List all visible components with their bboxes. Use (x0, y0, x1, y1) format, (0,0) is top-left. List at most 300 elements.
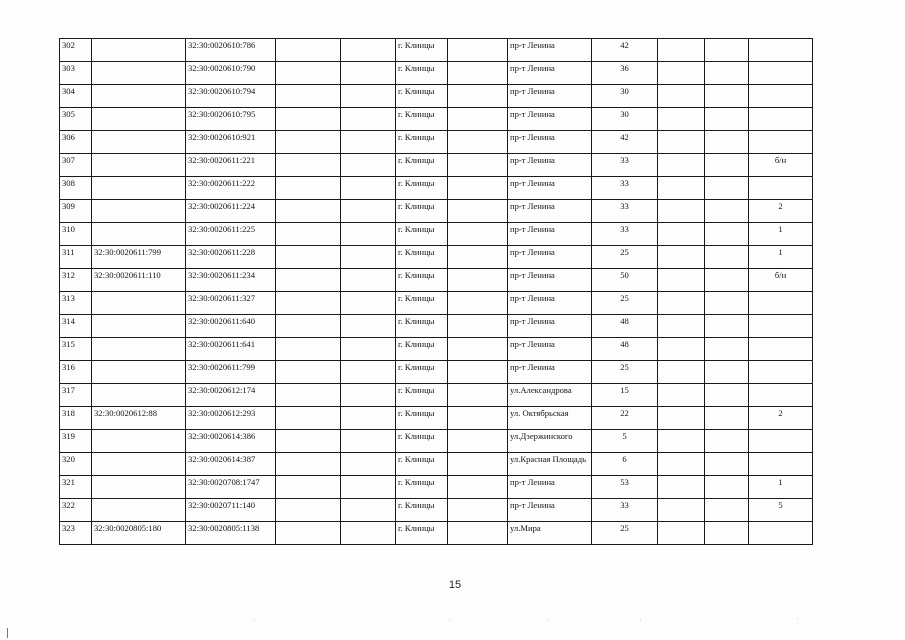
cell-house (592, 62, 658, 85)
cell-cad-parent (92, 108, 186, 131)
cell-cad-text: 32:30:0020612:174 (188, 385, 256, 395)
cell-e2 (341, 62, 396, 85)
cell-e5 (705, 453, 749, 476)
cell-e3 (448, 315, 508, 338)
table-row (60, 407, 813, 430)
cell-city-text: г. Клинцы (398, 155, 435, 165)
cell-cad-text: 32:30:0020611:222 (188, 178, 255, 188)
cell-type (749, 522, 813, 545)
cell-e2 (341, 177, 396, 200)
cell-cad-parent-text: 32:30:0020805:180 (94, 523, 162, 533)
table-row (60, 39, 813, 62)
cell-type-text: 1 (778, 247, 783, 257)
cell-e4 (658, 338, 705, 361)
cell-city (396, 39, 448, 62)
cell-no-text: 312 (62, 270, 75, 280)
cell-e2 (341, 154, 396, 177)
cell-e3 (448, 223, 508, 246)
cell-cad (186, 292, 276, 315)
cell-cad-parent-text (94, 131, 183, 132)
cell-city (396, 499, 448, 522)
cell-e3 (448, 131, 508, 154)
cell-city-text: г. Клинцы (398, 500, 435, 510)
cell-street-text: пр-т Ленина (510, 224, 555, 234)
cell-no (60, 246, 92, 269)
table-row (60, 522, 813, 545)
cell-e3 (448, 499, 508, 522)
cell-no (60, 200, 92, 223)
cell-house-text: 25 (620, 293, 629, 303)
cell-house-text: 48 (620, 339, 629, 349)
cell-cad-parent-text (94, 108, 183, 109)
cell-e5 (705, 246, 749, 269)
cell-e4 (658, 39, 705, 62)
cell-no-text: 315 (62, 339, 75, 349)
cell-cad (186, 108, 276, 131)
cell-city-text: г. Клинцы (398, 477, 435, 487)
cell-house (592, 476, 658, 499)
cell-cad-text: 32:30:0020614:386 (188, 431, 256, 441)
cell-cad-parent-text (94, 430, 183, 431)
cell-e2 (341, 200, 396, 223)
cell-city-text: г. Клинцы (398, 339, 435, 349)
cell-no (60, 62, 92, 85)
cell-house-text: 5 (622, 431, 627, 441)
cell-e4 (658, 476, 705, 499)
cell-city (396, 269, 448, 292)
cell-city-text: г. Клинцы (398, 63, 435, 73)
cell-city-text: г. Клинцы (398, 132, 435, 142)
cell-type (749, 62, 813, 85)
cell-no (60, 108, 92, 131)
cell-no-text: 311 (62, 247, 75, 257)
cell-street-text: ул.Александрова (510, 385, 572, 395)
cell-no (60, 361, 92, 384)
cell-house-text: 30 (620, 109, 629, 119)
cell-street (508, 453, 592, 476)
cell-e1 (276, 407, 341, 430)
cell-cad-parent-text (94, 384, 183, 385)
cell-e5 (705, 338, 749, 361)
cell-house-text: 6 (622, 454, 627, 464)
cell-e1 (276, 522, 341, 545)
cell-house-text: 42 (620, 40, 629, 50)
cell-house (592, 154, 658, 177)
cell-house-text: 48 (620, 316, 629, 326)
cell-e3 (448, 269, 508, 292)
cell-type (749, 453, 813, 476)
cell-type (749, 108, 813, 131)
cell-street-text: пр-т Ленина (510, 293, 555, 303)
cell-city-text: г. Клинцы (398, 431, 435, 441)
cell-street (508, 85, 592, 108)
cell-no-text: 309 (62, 201, 75, 211)
scan-speck (547, 619, 548, 620)
cell-street-text: пр-т Ленина (510, 500, 555, 510)
cell-no (60, 407, 92, 430)
cell-no-text: 306 (62, 132, 75, 142)
cell-e3 (448, 430, 508, 453)
cell-street (508, 407, 592, 430)
cell-house-text: 15 (620, 385, 629, 395)
cell-type (749, 269, 813, 292)
cell-cad (186, 407, 276, 430)
cell-house (592, 315, 658, 338)
cell-cad-parent-text (94, 315, 183, 316)
cell-e3 (448, 338, 508, 361)
cell-city-text: г. Клинцы (398, 316, 435, 326)
cell-no (60, 522, 92, 545)
cell-cad-parent-text (94, 292, 183, 293)
cell-e5 (705, 177, 749, 200)
cell-street-text: пр-т Ленина (510, 477, 555, 487)
cell-street (508, 200, 592, 223)
cell-street (508, 154, 592, 177)
cell-type (749, 338, 813, 361)
cell-cad-text: 32:30:0020611:799 (188, 362, 255, 372)
cell-no-text: 308 (62, 178, 75, 188)
table-row (60, 384, 813, 407)
cell-e2 (341, 384, 396, 407)
cell-e1 (276, 39, 341, 62)
cell-city (396, 131, 448, 154)
cell-street (508, 499, 592, 522)
cell-e1 (276, 177, 341, 200)
cell-street-text: ул.Красная Площадь (510, 454, 587, 464)
cell-street-text: пр-т Ленина (510, 63, 555, 73)
cell-cad (186, 246, 276, 269)
cell-cad-parent (92, 453, 186, 476)
cell-cad-parent (92, 177, 186, 200)
cell-street-text: пр-т Ленина (510, 40, 555, 50)
cell-e3 (448, 522, 508, 545)
cell-cad-parent-text (94, 476, 183, 477)
cell-street (508, 131, 592, 154)
cell-e2 (341, 407, 396, 430)
cell-city-text: г. Клинцы (398, 201, 435, 211)
table-row (60, 62, 813, 85)
cell-cad-text: 32:30:0020611:228 (188, 247, 255, 257)
cell-cad-parent (92, 522, 186, 545)
cell-e2 (341, 108, 396, 131)
cell-cad-text: 32:30:0020611:327 (188, 293, 255, 303)
cell-cad (186, 476, 276, 499)
cell-house-text: 33 (620, 224, 629, 234)
cell-cad-parent (92, 384, 186, 407)
cell-no-text: 303 (62, 63, 75, 73)
cell-city-text: г. Клинцы (398, 523, 435, 533)
cell-e4 (658, 499, 705, 522)
cell-street-text: пр-т Ленина (510, 339, 555, 349)
cell-house-text: 25 (620, 523, 629, 533)
cell-e2 (341, 85, 396, 108)
cell-e5 (705, 430, 749, 453)
cell-e2 (341, 361, 396, 384)
cell-street-text: пр-т Ленина (510, 178, 555, 188)
cell-e1 (276, 154, 341, 177)
cell-city (396, 430, 448, 453)
cell-cad-text: 32:30:0020611:234 (188, 270, 255, 280)
cell-no (60, 499, 92, 522)
cell-street (508, 361, 592, 384)
cell-house (592, 453, 658, 476)
cell-city (396, 384, 448, 407)
cell-type (749, 499, 813, 522)
cell-type-text (751, 292, 810, 293)
cell-street-text: ул.Дзержинского (510, 431, 573, 441)
cell-cad-text: 32:30:0020611:641 (188, 339, 255, 349)
cell-no-text: 310 (62, 224, 75, 234)
cell-type-text: 5 (778, 500, 783, 510)
cell-cad (186, 62, 276, 85)
cell-type (749, 177, 813, 200)
cell-cad-parent-text: 32:30:0020611:110 (94, 270, 161, 280)
cell-cad-parent (92, 499, 186, 522)
cell-house (592, 177, 658, 200)
cell-type-text (751, 131, 810, 132)
cell-e5 (705, 499, 749, 522)
cell-e1 (276, 476, 341, 499)
cell-house-text: 42 (620, 132, 629, 142)
cell-street (508, 315, 592, 338)
cell-city-text: г. Клинцы (398, 86, 435, 96)
cell-e4 (658, 384, 705, 407)
cell-street-text: пр-т Ленина (510, 86, 555, 96)
cell-e3 (448, 453, 508, 476)
cell-house (592, 499, 658, 522)
cell-house (592, 131, 658, 154)
cell-cad (186, 177, 276, 200)
cell-no-text: 319 (62, 431, 75, 441)
cell-street (508, 108, 592, 131)
cell-e2 (341, 315, 396, 338)
cell-house-text: 33 (620, 500, 629, 510)
cell-cad (186, 131, 276, 154)
cell-house-text: 33 (620, 201, 629, 211)
cell-e1 (276, 430, 341, 453)
cell-city (396, 522, 448, 545)
cell-type (749, 223, 813, 246)
cell-e4 (658, 85, 705, 108)
cell-e3 (448, 246, 508, 269)
cell-house-text: 50 (620, 270, 629, 280)
cell-house (592, 85, 658, 108)
cell-type-text (751, 62, 810, 63)
cell-house (592, 522, 658, 545)
cell-house (592, 361, 658, 384)
cell-e2 (341, 269, 396, 292)
cell-cad-parent-text (94, 361, 183, 362)
cell-type-text: 2 (778, 201, 783, 211)
cell-city (396, 453, 448, 476)
cell-e4 (658, 108, 705, 131)
table-row (60, 315, 813, 338)
cell-type-text (751, 430, 810, 431)
cell-e1 (276, 269, 341, 292)
cell-cad-text: 32:30:0020611:224 (188, 201, 255, 211)
cell-cad-text: 32:30:0020614:387 (188, 454, 256, 464)
cell-street-text: ул.Мира (510, 523, 541, 533)
cell-city (396, 85, 448, 108)
cell-type-text (751, 338, 810, 339)
cell-e1 (276, 85, 341, 108)
cell-type-text: 1 (778, 224, 783, 234)
cell-e5 (705, 85, 749, 108)
cell-e3 (448, 108, 508, 131)
cell-no (60, 292, 92, 315)
cell-cad-parent-text: 32:30:0020612:88 (94, 408, 158, 418)
cell-cad-parent-text (94, 154, 183, 155)
cell-no (60, 476, 92, 499)
cell-e5 (705, 223, 749, 246)
table-row (60, 131, 813, 154)
cell-cad-text: 32:30:0020610:794 (188, 86, 256, 96)
cell-type (749, 384, 813, 407)
cell-e1 (276, 62, 341, 85)
cell-cad-parent (92, 269, 186, 292)
cell-cad (186, 315, 276, 338)
cell-house (592, 430, 658, 453)
table-row (60, 453, 813, 476)
cell-city (396, 476, 448, 499)
cell-city (396, 246, 448, 269)
table-row (60, 476, 813, 499)
cell-e5 (705, 39, 749, 62)
cell-e4 (658, 154, 705, 177)
cell-e3 (448, 154, 508, 177)
cell-type (749, 476, 813, 499)
cell-e2 (341, 453, 396, 476)
cell-cad-text: 32:30:0020610:795 (188, 109, 256, 119)
cell-type-text (751, 177, 810, 178)
cell-e2 (341, 430, 396, 453)
cell-cad-parent (92, 338, 186, 361)
cell-cad-parent-text (94, 62, 183, 63)
cell-type-text (751, 315, 810, 316)
cell-cad-parent-text: 32:30:0020611:799 (94, 247, 161, 257)
cell-no (60, 85, 92, 108)
cell-cad-parent (92, 292, 186, 315)
cell-cad-parent (92, 361, 186, 384)
cell-e5 (705, 269, 749, 292)
cell-no-text: 321 (62, 477, 75, 487)
cell-cad-parent-text (94, 453, 183, 454)
cell-city-text: г. Клинцы (398, 385, 435, 395)
cell-cad-text: 32:30:0020612:293 (188, 408, 256, 418)
table-row (60, 338, 813, 361)
cell-type (749, 430, 813, 453)
cell-e1 (276, 338, 341, 361)
cell-street (508, 522, 592, 545)
cell-no (60, 154, 92, 177)
cell-e2 (341, 499, 396, 522)
cell-cad-text: 32:30:0020805:1138 (188, 523, 260, 533)
cell-house-text: 30 (620, 86, 629, 96)
cell-cad-text: 32:30:0020611:221 (188, 155, 255, 165)
cell-cad-parent-text (94, 223, 183, 224)
cell-e1 (276, 384, 341, 407)
cell-house-text: 53 (620, 477, 629, 487)
cell-e3 (448, 62, 508, 85)
cell-no (60, 39, 92, 62)
cell-type-text: б/н (774, 155, 787, 165)
cell-house (592, 384, 658, 407)
cell-type (749, 200, 813, 223)
cell-e4 (658, 361, 705, 384)
cell-no-text: 317 (62, 385, 75, 395)
cell-e2 (341, 131, 396, 154)
cell-e2 (341, 292, 396, 315)
cell-cad (186, 522, 276, 545)
cell-street (508, 246, 592, 269)
cell-cad-parent (92, 62, 186, 85)
table-row (60, 108, 813, 131)
cell-type-text (751, 361, 810, 362)
cell-e5 (705, 108, 749, 131)
cell-e2 (341, 338, 396, 361)
cell-type-text (751, 384, 810, 385)
cell-no-text: 307 (62, 155, 75, 165)
cell-city (396, 108, 448, 131)
cell-cad (186, 499, 276, 522)
cell-city-text: г. Клинцы (398, 270, 435, 280)
cell-e5 (705, 154, 749, 177)
cell-house (592, 200, 658, 223)
cell-street (508, 292, 592, 315)
cell-no (60, 338, 92, 361)
cell-no (60, 269, 92, 292)
cell-e1 (276, 108, 341, 131)
cell-no-text: 320 (62, 454, 75, 464)
cell-e2 (341, 522, 396, 545)
cell-street-text: пр-т Ленина (510, 155, 555, 165)
cell-e5 (705, 315, 749, 338)
cell-cad-text: 32:30:0020610:790 (188, 63, 256, 73)
property-table-body (60, 39, 813, 545)
cell-city-text: г. Клинцы (398, 109, 435, 119)
cell-cad-parent-text (94, 338, 183, 339)
cell-city (396, 200, 448, 223)
cell-e1 (276, 453, 341, 476)
cell-street-text: пр-т Ленина (510, 362, 555, 372)
cell-e3 (448, 384, 508, 407)
cell-cad-parent (92, 407, 186, 430)
cell-city (396, 407, 448, 430)
cell-e5 (705, 62, 749, 85)
cell-cad (186, 39, 276, 62)
cell-house-text: 33 (620, 155, 629, 165)
table-row (60, 499, 813, 522)
cell-city (396, 154, 448, 177)
cell-e4 (658, 62, 705, 85)
cell-type (749, 246, 813, 269)
cell-city (396, 292, 448, 315)
cell-cad-parent-text (94, 85, 183, 86)
cell-e3 (448, 476, 508, 499)
table-row (60, 200, 813, 223)
cell-e5 (705, 361, 749, 384)
scan-speck (254, 619, 255, 620)
cell-e4 (658, 430, 705, 453)
page-number: 15 (448, 579, 462, 591)
cell-cad (186, 200, 276, 223)
cell-e3 (448, 292, 508, 315)
cell-street (508, 223, 592, 246)
cell-type (749, 85, 813, 108)
cell-e1 (276, 292, 341, 315)
scan-edge-mark (7, 628, 8, 638)
cell-cad-parent-text (94, 200, 183, 201)
